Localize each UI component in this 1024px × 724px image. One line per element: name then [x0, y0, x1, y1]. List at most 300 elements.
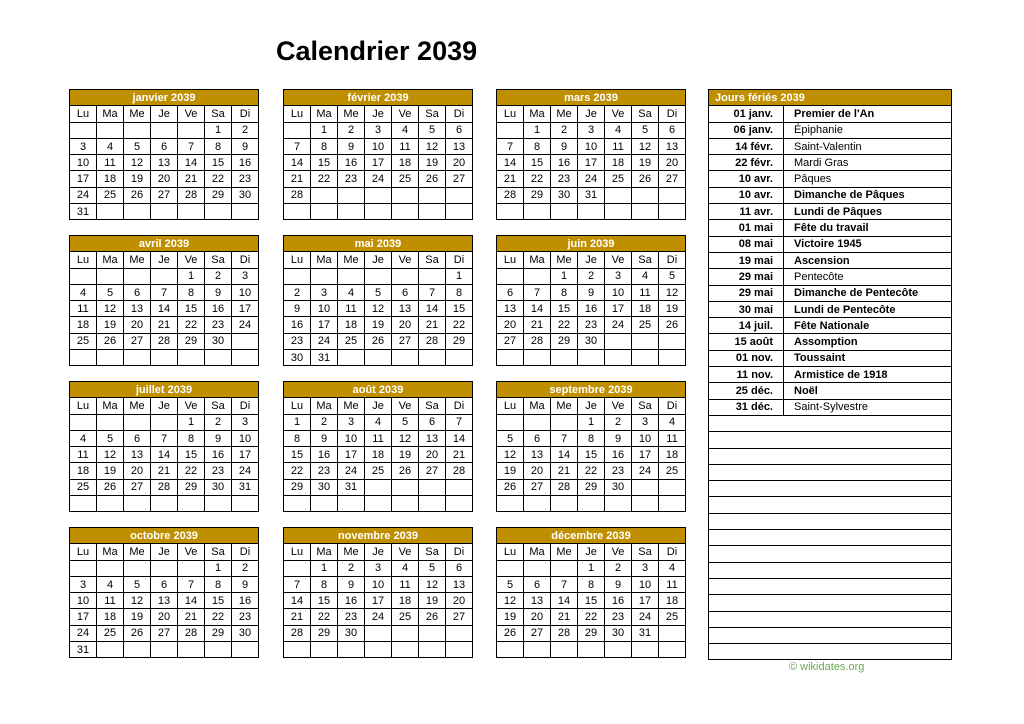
week-row	[497, 609, 686, 625]
day-cell: 28	[551, 625, 578, 641]
day-header: Me	[551, 544, 578, 560]
month-title: juillet 2039	[70, 382, 259, 398]
day-cell: 8	[446, 284, 473, 300]
day-cell: 20	[446, 155, 473, 171]
day-cell: 9	[232, 138, 259, 154]
day-cell	[524, 204, 551, 220]
day-cell: 26	[659, 317, 686, 333]
day-cell	[151, 414, 178, 430]
day-cell	[632, 350, 659, 366]
day-header: Di	[446, 398, 473, 414]
month-table	[283, 235, 473, 366]
day-header: Ve	[178, 252, 205, 268]
week-row	[284, 463, 473, 479]
day-header: Ma	[524, 398, 551, 414]
day-cell	[632, 204, 659, 220]
month-title: novembre 2039	[284, 528, 473, 544]
month-table	[496, 235, 686, 366]
day-cell: 4	[70, 430, 97, 446]
holiday-row	[709, 187, 952, 203]
day-cell: 6	[497, 284, 524, 300]
holiday-date: 22 févr.	[709, 155, 784, 171]
week-row	[497, 155, 686, 171]
day-cell: 13	[124, 301, 151, 317]
empty-cell	[709, 644, 952, 660]
day-cell: 7	[419, 284, 446, 300]
day-cell: 22	[524, 171, 551, 187]
week-row	[284, 171, 473, 187]
day-cell: 15	[551, 301, 578, 317]
day-cell: 28	[151, 479, 178, 495]
day-cell: 2	[551, 122, 578, 138]
day-cell: 19	[659, 301, 686, 317]
day-cell: 16	[338, 593, 365, 609]
holiday-name: Épiphanie	[784, 122, 952, 138]
day-cell: 20	[151, 171, 178, 187]
day-cell	[232, 204, 259, 220]
day-cell: 6	[124, 284, 151, 300]
day-cell: 26	[632, 171, 659, 187]
day-cell: 26	[419, 171, 446, 187]
day-cell: 24	[365, 171, 392, 187]
empty-cell	[709, 546, 952, 562]
day-cell: 25	[365, 463, 392, 479]
day-cell: 22	[578, 463, 605, 479]
day-cell	[419, 204, 446, 220]
day-cell: 15	[578, 593, 605, 609]
day-cell: 14	[178, 155, 205, 171]
day-cell	[124, 268, 151, 284]
month-title: février 2039	[284, 90, 473, 106]
holiday-name: Pâques	[784, 171, 952, 187]
day-cell: 2	[232, 560, 259, 576]
day-cell: 23	[605, 609, 632, 625]
day-cell: 16	[605, 447, 632, 463]
day-cell	[338, 350, 365, 366]
day-cell: 7	[551, 576, 578, 592]
day-cell: 21	[524, 317, 551, 333]
day-cell: 25	[70, 333, 97, 349]
day-cell: 15	[178, 447, 205, 463]
day-cell: 3	[365, 122, 392, 138]
day-cell	[365, 642, 392, 658]
day-cell	[446, 496, 473, 512]
day-cell: 12	[124, 593, 151, 609]
day-cell	[178, 642, 205, 658]
week-row	[70, 171, 259, 187]
holiday-name: Pentecôte	[784, 269, 952, 285]
day-cell: 28	[284, 187, 311, 203]
holiday-date: 01 janv.	[709, 106, 784, 122]
day-cell: 17	[70, 171, 97, 187]
day-cell: 7	[524, 284, 551, 300]
day-cell: 11	[365, 430, 392, 446]
day-header: Ve	[605, 544, 632, 560]
day-cell: 28	[551, 479, 578, 495]
day-cell: 2	[338, 122, 365, 138]
week-row	[497, 463, 686, 479]
day-cell: 4	[659, 414, 686, 430]
day-header: Je	[578, 544, 605, 560]
day-cell	[97, 642, 124, 658]
day-cell: 12	[419, 576, 446, 592]
day-cell: 31	[632, 625, 659, 641]
day-cell: 29	[205, 187, 232, 203]
day-cell: 18	[97, 609, 124, 625]
week-row	[284, 301, 473, 317]
day-cell: 24	[70, 625, 97, 641]
day-cell: 2	[578, 268, 605, 284]
day-cell: 17	[232, 301, 259, 317]
day-header: Ma	[311, 398, 338, 414]
day-cell: 17	[338, 447, 365, 463]
holidays-table	[708, 89, 952, 660]
day-cell: 29	[578, 479, 605, 495]
day-cell: 5	[124, 138, 151, 154]
day-cell: 1	[311, 560, 338, 576]
day-cell: 13	[446, 576, 473, 592]
day-cell: 23	[205, 317, 232, 333]
day-cell	[70, 560, 97, 576]
day-cell: 17	[365, 593, 392, 609]
day-cell: 11	[97, 155, 124, 171]
week-row	[497, 301, 686, 317]
day-cell	[311, 642, 338, 658]
day-cell: 19	[419, 593, 446, 609]
day-cell	[392, 187, 419, 203]
day-cell: 8	[178, 284, 205, 300]
day-cell	[659, 187, 686, 203]
day-cell: 23	[605, 463, 632, 479]
day-cell: 28	[419, 333, 446, 349]
day-cell: 15	[524, 155, 551, 171]
day-cell	[97, 122, 124, 138]
day-header: Ve	[392, 544, 419, 560]
holiday-date: 01 nov.	[709, 350, 784, 366]
day-header: Sa	[419, 106, 446, 122]
day-cell	[446, 479, 473, 495]
day-cell	[232, 350, 259, 366]
day-cell: 12	[392, 430, 419, 446]
day-header: Lu	[70, 398, 97, 414]
day-cell	[284, 122, 311, 138]
day-cell: 9	[551, 138, 578, 154]
holiday-name: Assomption	[784, 334, 952, 350]
day-header: Ve	[392, 252, 419, 268]
day-cell: 14	[446, 430, 473, 446]
day-cell	[497, 268, 524, 284]
day-cell: 18	[392, 593, 419, 609]
day-cell: 29	[578, 625, 605, 641]
day-cell: 1	[205, 560, 232, 576]
day-cell	[151, 560, 178, 576]
week-row	[497, 576, 686, 592]
day-header: Sa	[419, 252, 446, 268]
day-cell: 2	[284, 284, 311, 300]
day-cell	[311, 187, 338, 203]
day-cell: 1	[311, 122, 338, 138]
day-cell	[659, 479, 686, 495]
empty-cell	[709, 415, 952, 431]
day-cell	[365, 187, 392, 203]
day-cell: 3	[232, 268, 259, 284]
holiday-row-empty	[709, 448, 952, 464]
day-cell: 25	[632, 317, 659, 333]
day-cell: 26	[365, 333, 392, 349]
day-cell: 11	[70, 447, 97, 463]
day-cell: 3	[605, 268, 632, 284]
holiday-row	[709, 171, 952, 187]
day-cell	[578, 496, 605, 512]
day-cell: 27	[497, 333, 524, 349]
day-cell: 3	[632, 414, 659, 430]
holiday-date: 01 mai	[709, 220, 784, 236]
day-cell: 5	[365, 284, 392, 300]
week-row	[70, 414, 259, 430]
week-row	[497, 642, 686, 658]
day-cell: 17	[605, 301, 632, 317]
day-cell: 22	[205, 609, 232, 625]
holiday-row-empty	[709, 432, 952, 448]
holiday-name: Saint-Valentin	[784, 138, 952, 154]
day-cell: 1	[578, 560, 605, 576]
day-cell: 22	[178, 317, 205, 333]
week-row	[284, 187, 473, 203]
day-cell: 6	[446, 560, 473, 576]
week-row	[284, 479, 473, 495]
day-cell	[124, 122, 151, 138]
day-header: Je	[578, 106, 605, 122]
day-cell: 21	[551, 463, 578, 479]
day-cell: 13	[392, 301, 419, 317]
week-row	[497, 138, 686, 154]
day-header: Di	[659, 252, 686, 268]
day-cell: 13	[524, 593, 551, 609]
day-cell: 30	[284, 350, 311, 366]
day-cell	[605, 642, 632, 658]
empty-cell	[709, 481, 952, 497]
day-cell	[178, 350, 205, 366]
day-cell: 23	[338, 609, 365, 625]
holiday-name: Fête du travail	[784, 220, 952, 236]
day-cell: 30	[605, 479, 632, 495]
day-cell: 25	[605, 171, 632, 187]
week-row	[70, 268, 259, 284]
holiday-name: Fête Nationale	[784, 318, 952, 334]
day-cell	[365, 204, 392, 220]
day-cell: 20	[124, 463, 151, 479]
day-header: Sa	[419, 544, 446, 560]
day-cell: 1	[446, 268, 473, 284]
day-cell: 1	[205, 122, 232, 138]
day-cell: 23	[311, 463, 338, 479]
day-cell: 27	[524, 479, 551, 495]
day-cell: 26	[497, 625, 524, 641]
day-cell: 22	[578, 609, 605, 625]
day-cell: 15	[446, 301, 473, 317]
week-row	[284, 430, 473, 446]
day-cell: 4	[392, 560, 419, 576]
week-row	[497, 479, 686, 495]
day-cell: 27	[419, 463, 446, 479]
day-cell: 27	[446, 171, 473, 187]
day-cell: 17	[365, 155, 392, 171]
day-cell	[497, 414, 524, 430]
day-header: Sa	[205, 252, 232, 268]
holiday-row	[709, 367, 952, 383]
day-cell	[365, 268, 392, 284]
day-cell: 8	[284, 430, 311, 446]
empty-cell	[709, 611, 952, 627]
day-cell: 25	[97, 187, 124, 203]
day-header: Je	[365, 106, 392, 122]
day-cell: 11	[659, 430, 686, 446]
day-cell: 21	[446, 447, 473, 463]
day-cell: 4	[392, 122, 419, 138]
holiday-name: Lundi de Pentecôte	[784, 301, 952, 317]
week-row	[284, 642, 473, 658]
empty-cell	[709, 497, 952, 513]
month-title: décembre 2039	[497, 528, 686, 544]
day-cell: 31	[311, 350, 338, 366]
day-cell	[205, 350, 232, 366]
day-cell: 10	[70, 155, 97, 171]
week-row	[70, 122, 259, 138]
day-cell: 14	[151, 447, 178, 463]
day-cell: 31	[70, 204, 97, 220]
week-row	[70, 350, 259, 366]
day-cell: 30	[551, 187, 578, 203]
day-cell: 20	[124, 317, 151, 333]
day-cell	[605, 204, 632, 220]
day-cell: 23	[232, 171, 259, 187]
day-header: Ve	[392, 106, 419, 122]
day-cell: 2	[232, 122, 259, 138]
day-header: Lu	[284, 398, 311, 414]
day-cell: 3	[70, 138, 97, 154]
day-cell: 14	[284, 593, 311, 609]
holiday-date: 15 août	[709, 334, 784, 350]
day-cell	[338, 204, 365, 220]
holiday-name: Premier de l'An	[784, 106, 952, 122]
day-cell: 29	[178, 479, 205, 495]
day-header: Sa	[205, 544, 232, 560]
day-header: Ve	[605, 252, 632, 268]
day-cell: 11	[659, 576, 686, 592]
day-cell	[338, 268, 365, 284]
day-cell	[365, 496, 392, 512]
day-header: Sa	[205, 106, 232, 122]
day-cell	[205, 204, 232, 220]
day-cell: 14	[419, 301, 446, 317]
holiday-name: Mardi Gras	[784, 155, 952, 171]
day-header: Je	[151, 544, 178, 560]
day-header: Lu	[284, 544, 311, 560]
day-cell: 26	[392, 463, 419, 479]
holiday-name: Toussaint	[784, 350, 952, 366]
day-cell: 17	[232, 447, 259, 463]
day-cell	[551, 560, 578, 576]
holiday-date: 14 juil.	[709, 318, 784, 334]
day-header: Di	[446, 252, 473, 268]
day-cell: 5	[419, 560, 446, 576]
day-cell: 31	[338, 479, 365, 495]
day-cell: 11	[605, 138, 632, 154]
week-row	[70, 317, 259, 333]
day-header: Sa	[632, 398, 659, 414]
day-cell: 13	[151, 593, 178, 609]
week-row	[497, 414, 686, 430]
day-cell: 27	[151, 187, 178, 203]
day-cell	[578, 204, 605, 220]
week-row	[284, 496, 473, 512]
day-cell: 19	[632, 155, 659, 171]
day-cell	[605, 333, 632, 349]
day-cell: 24	[632, 609, 659, 625]
day-cell: 10	[632, 430, 659, 446]
month-title: août 2039	[284, 382, 473, 398]
day-cell: 5	[392, 414, 419, 430]
day-header: Ma	[97, 544, 124, 560]
day-cell: 10	[232, 284, 259, 300]
day-cell: 31	[578, 187, 605, 203]
day-cell: 28	[446, 463, 473, 479]
day-cell: 21	[551, 609, 578, 625]
week-row	[497, 447, 686, 463]
day-cell: 7	[284, 576, 311, 592]
day-cell: 10	[232, 430, 259, 446]
day-cell	[497, 496, 524, 512]
day-cell	[632, 642, 659, 658]
day-cell: 3	[365, 560, 392, 576]
day-cell: 19	[97, 463, 124, 479]
day-cell	[151, 496, 178, 512]
day-cell: 19	[497, 463, 524, 479]
holiday-date: 14 févr.	[709, 138, 784, 154]
day-cell: 30	[311, 479, 338, 495]
week-row	[70, 560, 259, 576]
day-cell: 12	[497, 593, 524, 609]
day-header: Lu	[497, 398, 524, 414]
day-cell: 2	[311, 414, 338, 430]
day-cell: 15	[205, 593, 232, 609]
day-cell	[70, 350, 97, 366]
day-cell: 9	[605, 576, 632, 592]
day-cell: 18	[392, 155, 419, 171]
holiday-date: 06 janv.	[709, 122, 784, 138]
day-cell: 20	[659, 155, 686, 171]
day-cell: 9	[311, 430, 338, 446]
day-cell	[632, 479, 659, 495]
holiday-date: 25 déc.	[709, 383, 784, 399]
day-cell	[659, 333, 686, 349]
day-cell: 11	[70, 301, 97, 317]
day-cell	[524, 350, 551, 366]
day-cell: 29	[178, 333, 205, 349]
week-row	[70, 576, 259, 592]
day-cell	[446, 625, 473, 641]
day-cell	[446, 204, 473, 220]
day-cell: 1	[578, 414, 605, 430]
day-header: Ma	[524, 544, 551, 560]
day-cell: 15	[284, 447, 311, 463]
day-cell	[311, 496, 338, 512]
day-cell	[284, 268, 311, 284]
day-cell	[97, 204, 124, 220]
day-header: Di	[659, 398, 686, 414]
day-cell: 2	[605, 414, 632, 430]
day-header: Me	[551, 398, 578, 414]
